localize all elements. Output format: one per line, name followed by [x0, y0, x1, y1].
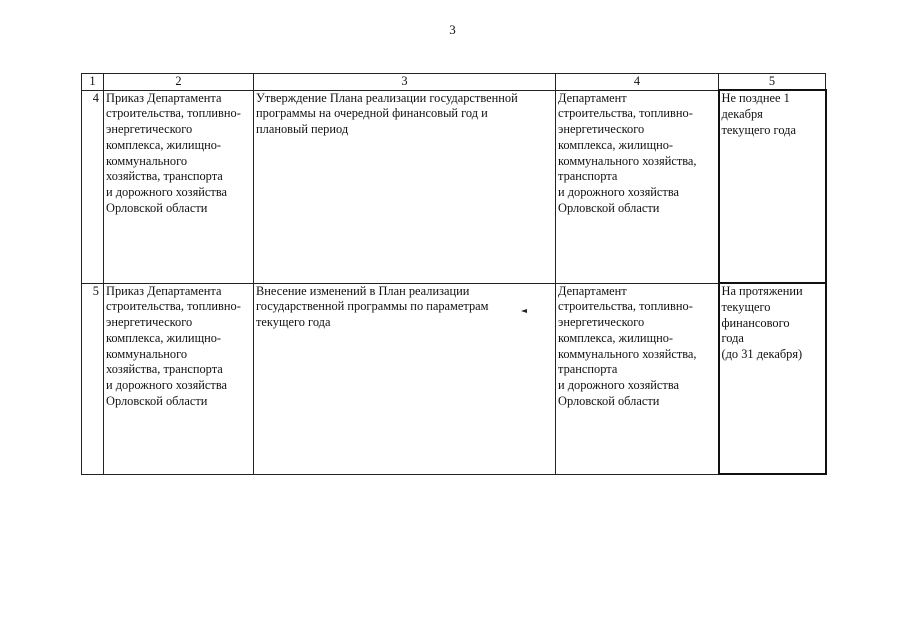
column-header-3: 3 [254, 74, 556, 91]
deadline-text: На протяжении текущего финансового года (до 31 декабря) [721, 284, 803, 362]
document-type-cell [104, 283, 254, 474]
table-row [82, 90, 826, 283]
column-header-1: 1 [82, 74, 104, 91]
responsible-cell [556, 283, 719, 474]
page-number: 3 [449, 22, 456, 37]
table-header-row [82, 74, 826, 91]
document-type-cell [104, 90, 254, 283]
row-number-cell: 5 [82, 283, 104, 474]
responsible-cell [556, 90, 719, 283]
deadline-text: Не позднее 1 декабря текущего года [721, 91, 796, 137]
responsible-text: Департамент строительства, топливно- энергетического комплекса, жилищно- коммунального хозяйства, транспорта и дорожного хозяйства Орловской области [558, 283, 697, 409]
action-text: Внесение изменений в План реализации государственной программы по параметрам текущего года [256, 283, 489, 330]
responsible-text: Департамент строительства, топливно- энергетического комплекса, жилищно- коммунального хозяйства, транспорта и дорожного хозяйства Орловской области [558, 90, 697, 216]
column-header-4: 4 [556, 74, 719, 91]
column-header-2: 2 [104, 74, 254, 91]
action-cell [254, 90, 556, 283]
document-table [81, 73, 827, 475]
deadline-cell [719, 90, 826, 283]
table-row [82, 283, 826, 474]
action-text: Утверждение Плана реализации государственной программы на очередной финансовый год и плановый период [256, 90, 518, 137]
column-header-5: 5 [719, 74, 826, 91]
deadline-cell [719, 283, 826, 474]
document-type-text: Приказ Департамента строительства, топливно- энергетического комплекса, жилищно- коммунального хозяйства, транспорта и дорожного хозяйства Орловской области [106, 90, 241, 216]
row-number-cell: 4 [82, 90, 104, 283]
document-type-text: Приказ Департамента строительства, топливно- энергетического комплекса, жилищно- коммунального хозяйства, транспорта и дорожного хозяйства Орловской области [106, 283, 241, 409]
action-cell [254, 283, 556, 474]
